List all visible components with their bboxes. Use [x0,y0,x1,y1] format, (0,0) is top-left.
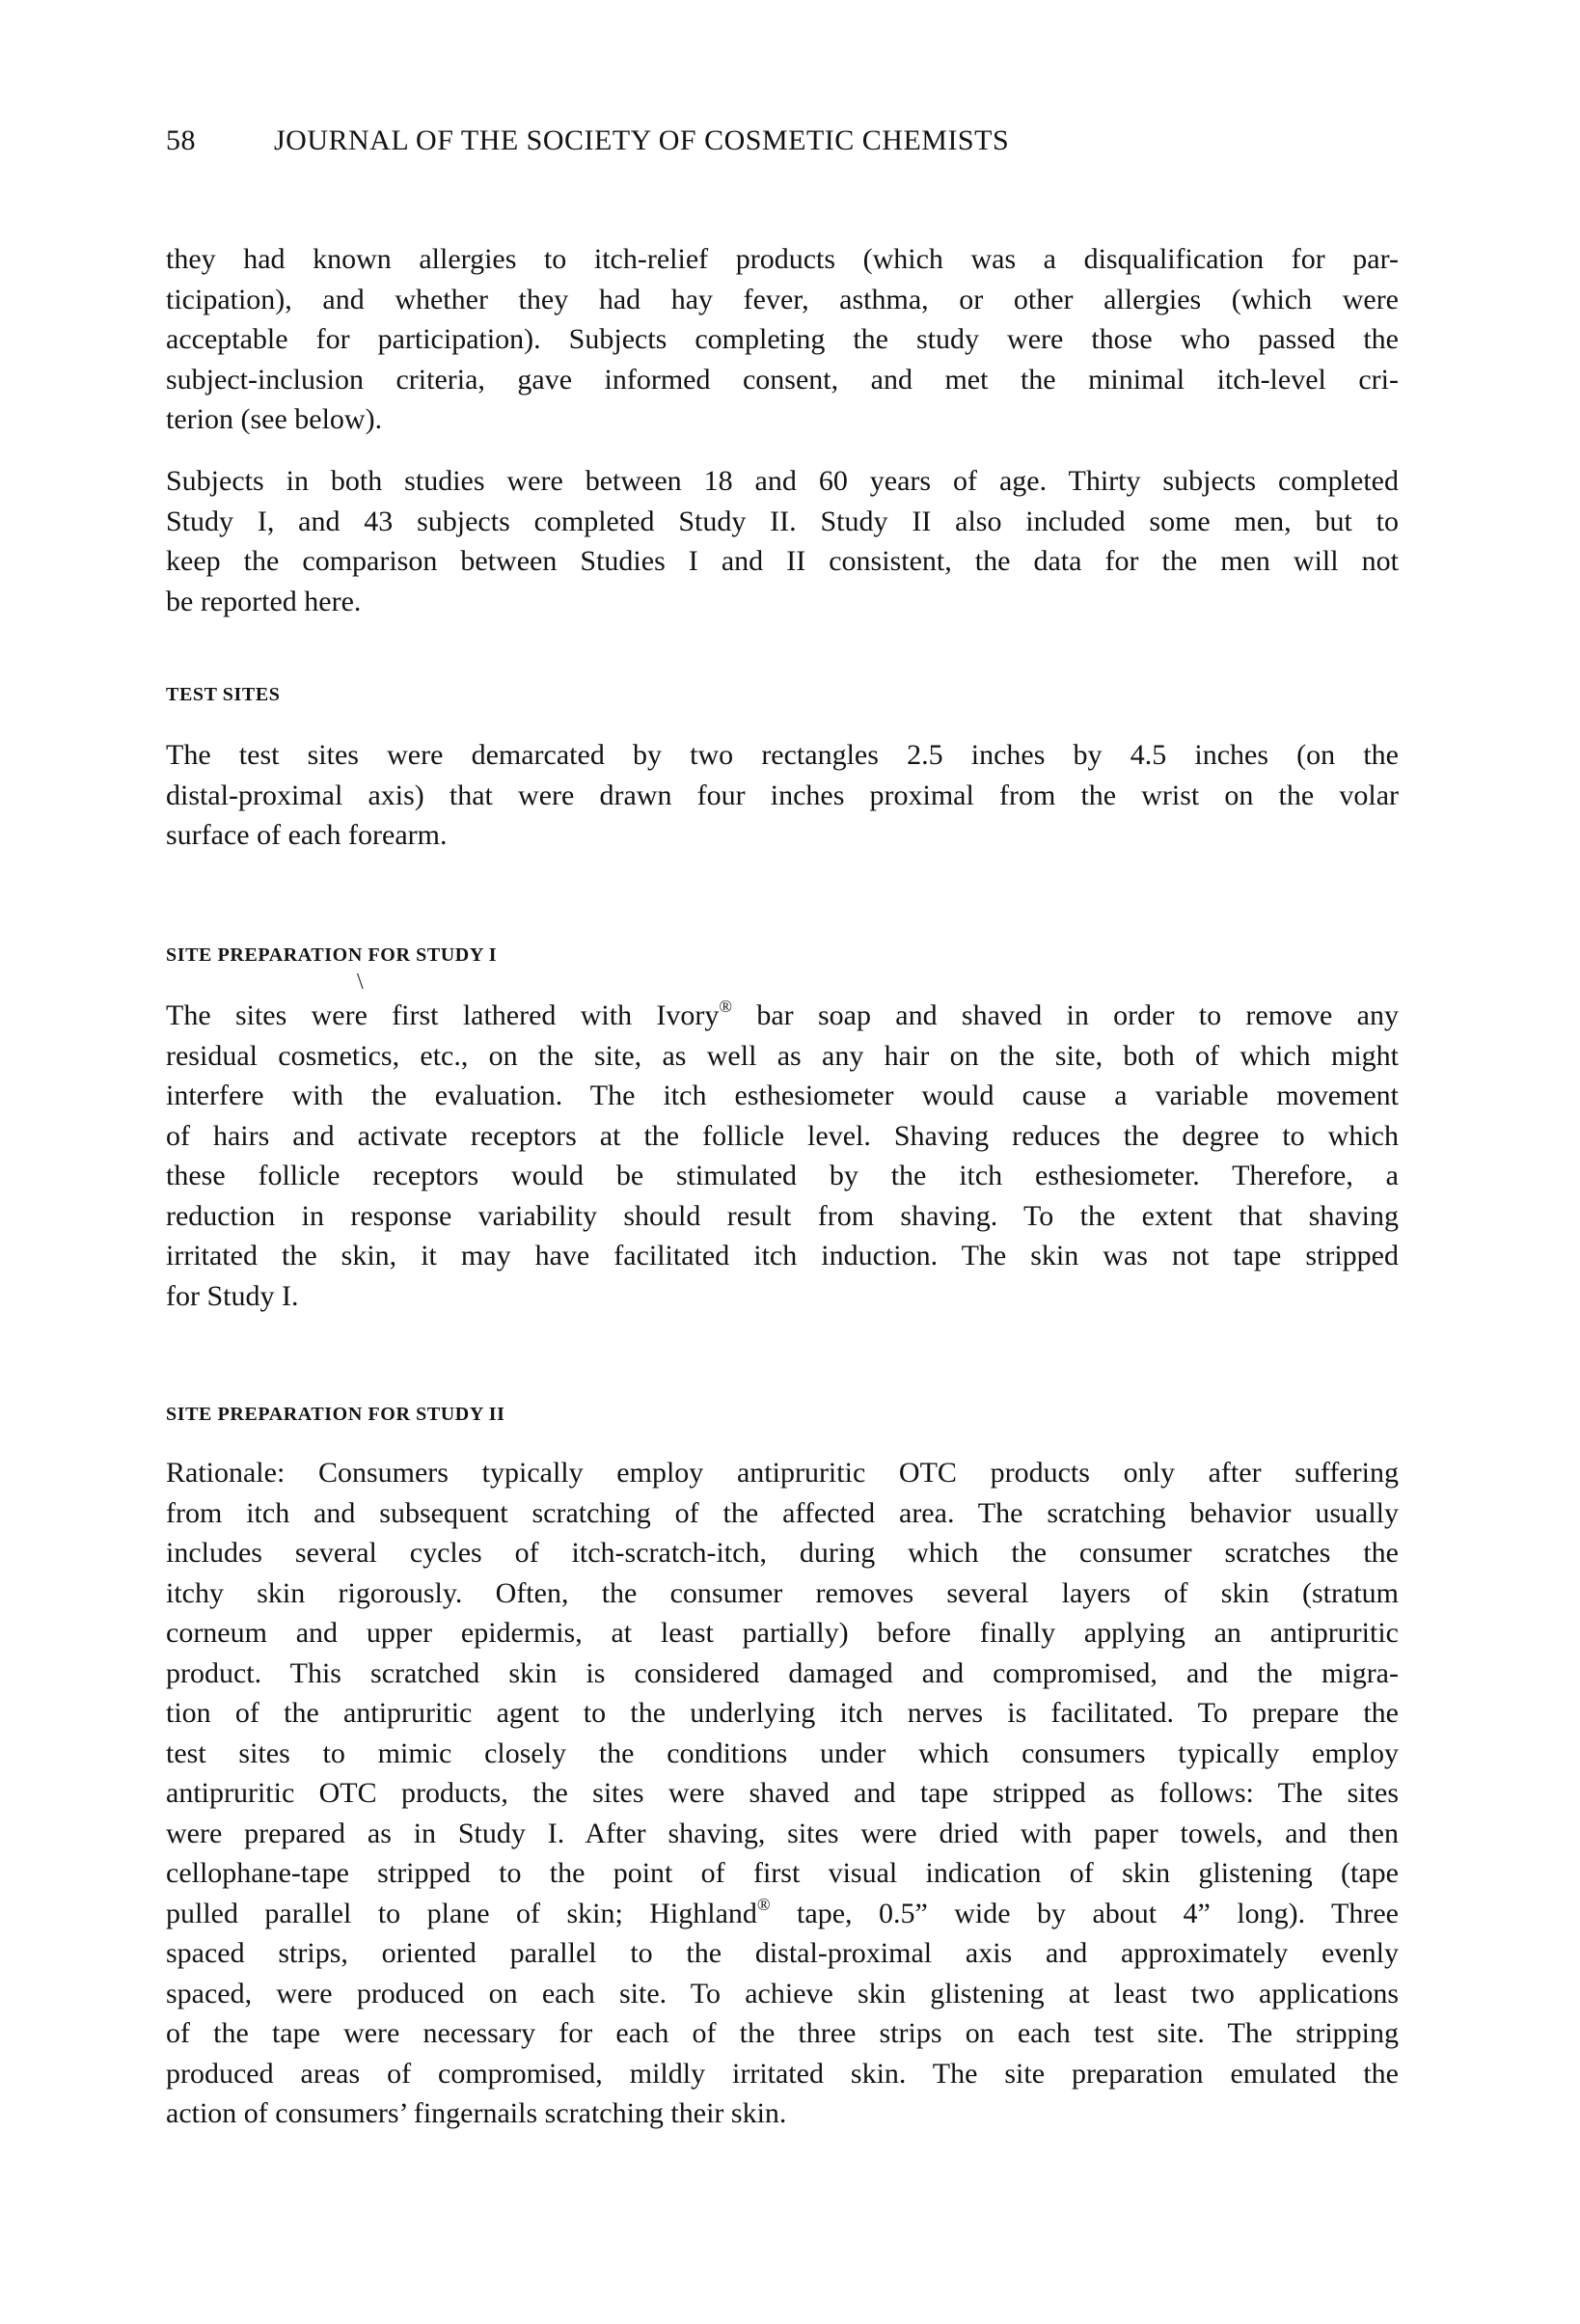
paragraph-study-1 [166,996,1399,1316]
text-line: were prepared as in Study I. After shaving, sites were dried with paper towels, and then [166,1817,1399,1849]
registered-mark: ® [719,997,733,1016]
text-line: from itch and subsequent scratching of the affected area. The scratching behavior usually [166,1496,1399,1529]
text-line: they had known allergies to itch-relief products (which was a disqualification for par- [166,243,1399,275]
text-line: action of consumers’ fingernails scratching their skin. [166,2097,787,2129]
text-line: spaced, were produced on each site. To achieve skin glistening at least two applications [166,1977,1399,2010]
text-line: interfere with the evaluation. The itch esthesiometer would cause a variable movement [166,1080,1399,1111]
text-line: reduction in response variability should result from shaving. To the extent that shaving [166,1199,1399,1232]
text-line: of the tape were necessary for each of the three strips on each test site. The stripping [166,2017,1399,2049]
text-line: tion of the antipruritic agent to the underlying itch nerves is facilitated. To prepare the [166,1697,1399,1729]
text-line: cellophane-tape stripped to the point of first visual indication of skin glistening (tape [166,1857,1399,1889]
text-line: test sites to mimic closely the conditions under which consumers typically employ [166,1736,1399,1769]
text-line: produced areas of compromised, mildly irritated skin. The site preparation emulated the [166,2057,1399,2090]
text-line: residual cosmetics, etc., on the site, as well as any hair on the site, both of which might [166,1039,1399,1072]
text-line: of hairs and activate receptors at the follicle level. Shaving reduces the degree to which [166,1119,1399,1152]
stray-pen-mark: \ [357,970,364,995]
text-segment: pulled parallel to plane of skin; Highland [166,1897,757,1929]
text-line: acceptable for participation). Subjects completing the study were those who passed the [166,323,1399,355]
text-line: keep the comparison between Studies I and II consistent, the data for the men will not [166,545,1399,577]
text-line: itchy skin rigorously. Often, the consumer removes several layers of skin (stratum [166,1576,1399,1609]
text-line: Rationale: Consumers typically employ antipruritic OTC products only after suffering [166,1457,1399,1489]
text-line: The test sites were demarcated by two rectangles 2.5 inches by 4.5 inches (on the [166,739,1399,771]
text-segment: The sites were first lathered with Ivory [166,999,720,1031]
section-heading-test-sites: TEST SITES [166,684,281,705]
text-line: product. This scratched skin is considered damaged and compromised, and the migra- [166,1656,1399,1689]
text-line [166,996,1399,1036]
text-line: Subjects in both studies were between 18 and 60 years of age. Thirty subjects completed [166,465,1399,497]
text-line: distal-proximal axis) that were drawn four inches proximal from the wrist on the volar [166,779,1399,811]
text-line: irritated the skin, it may have facilitated itch induction. The skin was not tape stripped [166,1240,1399,1271]
text-line: corneum and upper epidermis, at least partially) before finally applying an antipruritic [166,1617,1399,1649]
text-line: subject-inclusion criteria, gave informed consent, and met the minimal itch-level cri- [166,363,1399,396]
text-line: Study I, and 43 subjects completed Study II. Study II also included some men, but to [166,505,1399,537]
text-line: surface of each forearm. [166,819,448,851]
section-heading-study-1: SITE PREPARATION FOR STUDY I [166,944,498,966]
text-line: terion (see below). [166,403,383,435]
paragraph-inclusion-criteria [166,239,1399,440]
running-head [166,120,1399,162]
text-segment: bar soap and shaved in order to remove any [732,999,1400,1031]
text-line [166,1894,1399,1934]
text-segment: tape, 0.5” wide by about 4” long). Three [770,1897,1399,1929]
text-line: spaced strips, oriented parallel to the distal-proximal axis and approximately evenly [166,1937,1399,1969]
registered-mark: ® [756,1894,771,1914]
text-line: for Study I. [166,1279,299,1312]
text-line: includes several cycles of itch-scratch-itch, during which the consumer scratches the [166,1537,1399,1569]
paragraph-study-2 [166,1453,1399,2134]
journal-title: JOURNAL OF THE SOCIETY OF COSMETIC CHEMISTS [274,124,1010,156]
text-line: antipruritic OTC products, the sites were shaved and tape stripped as follows: The sites [166,1777,1399,1809]
text-line: ticipation), and whether they had hay fever, asthma, or other allergies (which were [166,283,1399,315]
text-line: be reported here. [166,585,362,617]
text-line: these follicle receptors would be stimulated by the itch esthesiometer. Therefore, a [166,1160,1399,1191]
paragraph-test-sites [166,735,1399,856]
paragraph-subjects [166,461,1399,621]
section-heading-study-2: SITE PREPARATION FOR STUDY II [166,1404,505,1425]
page-number: 58 [166,124,196,156]
